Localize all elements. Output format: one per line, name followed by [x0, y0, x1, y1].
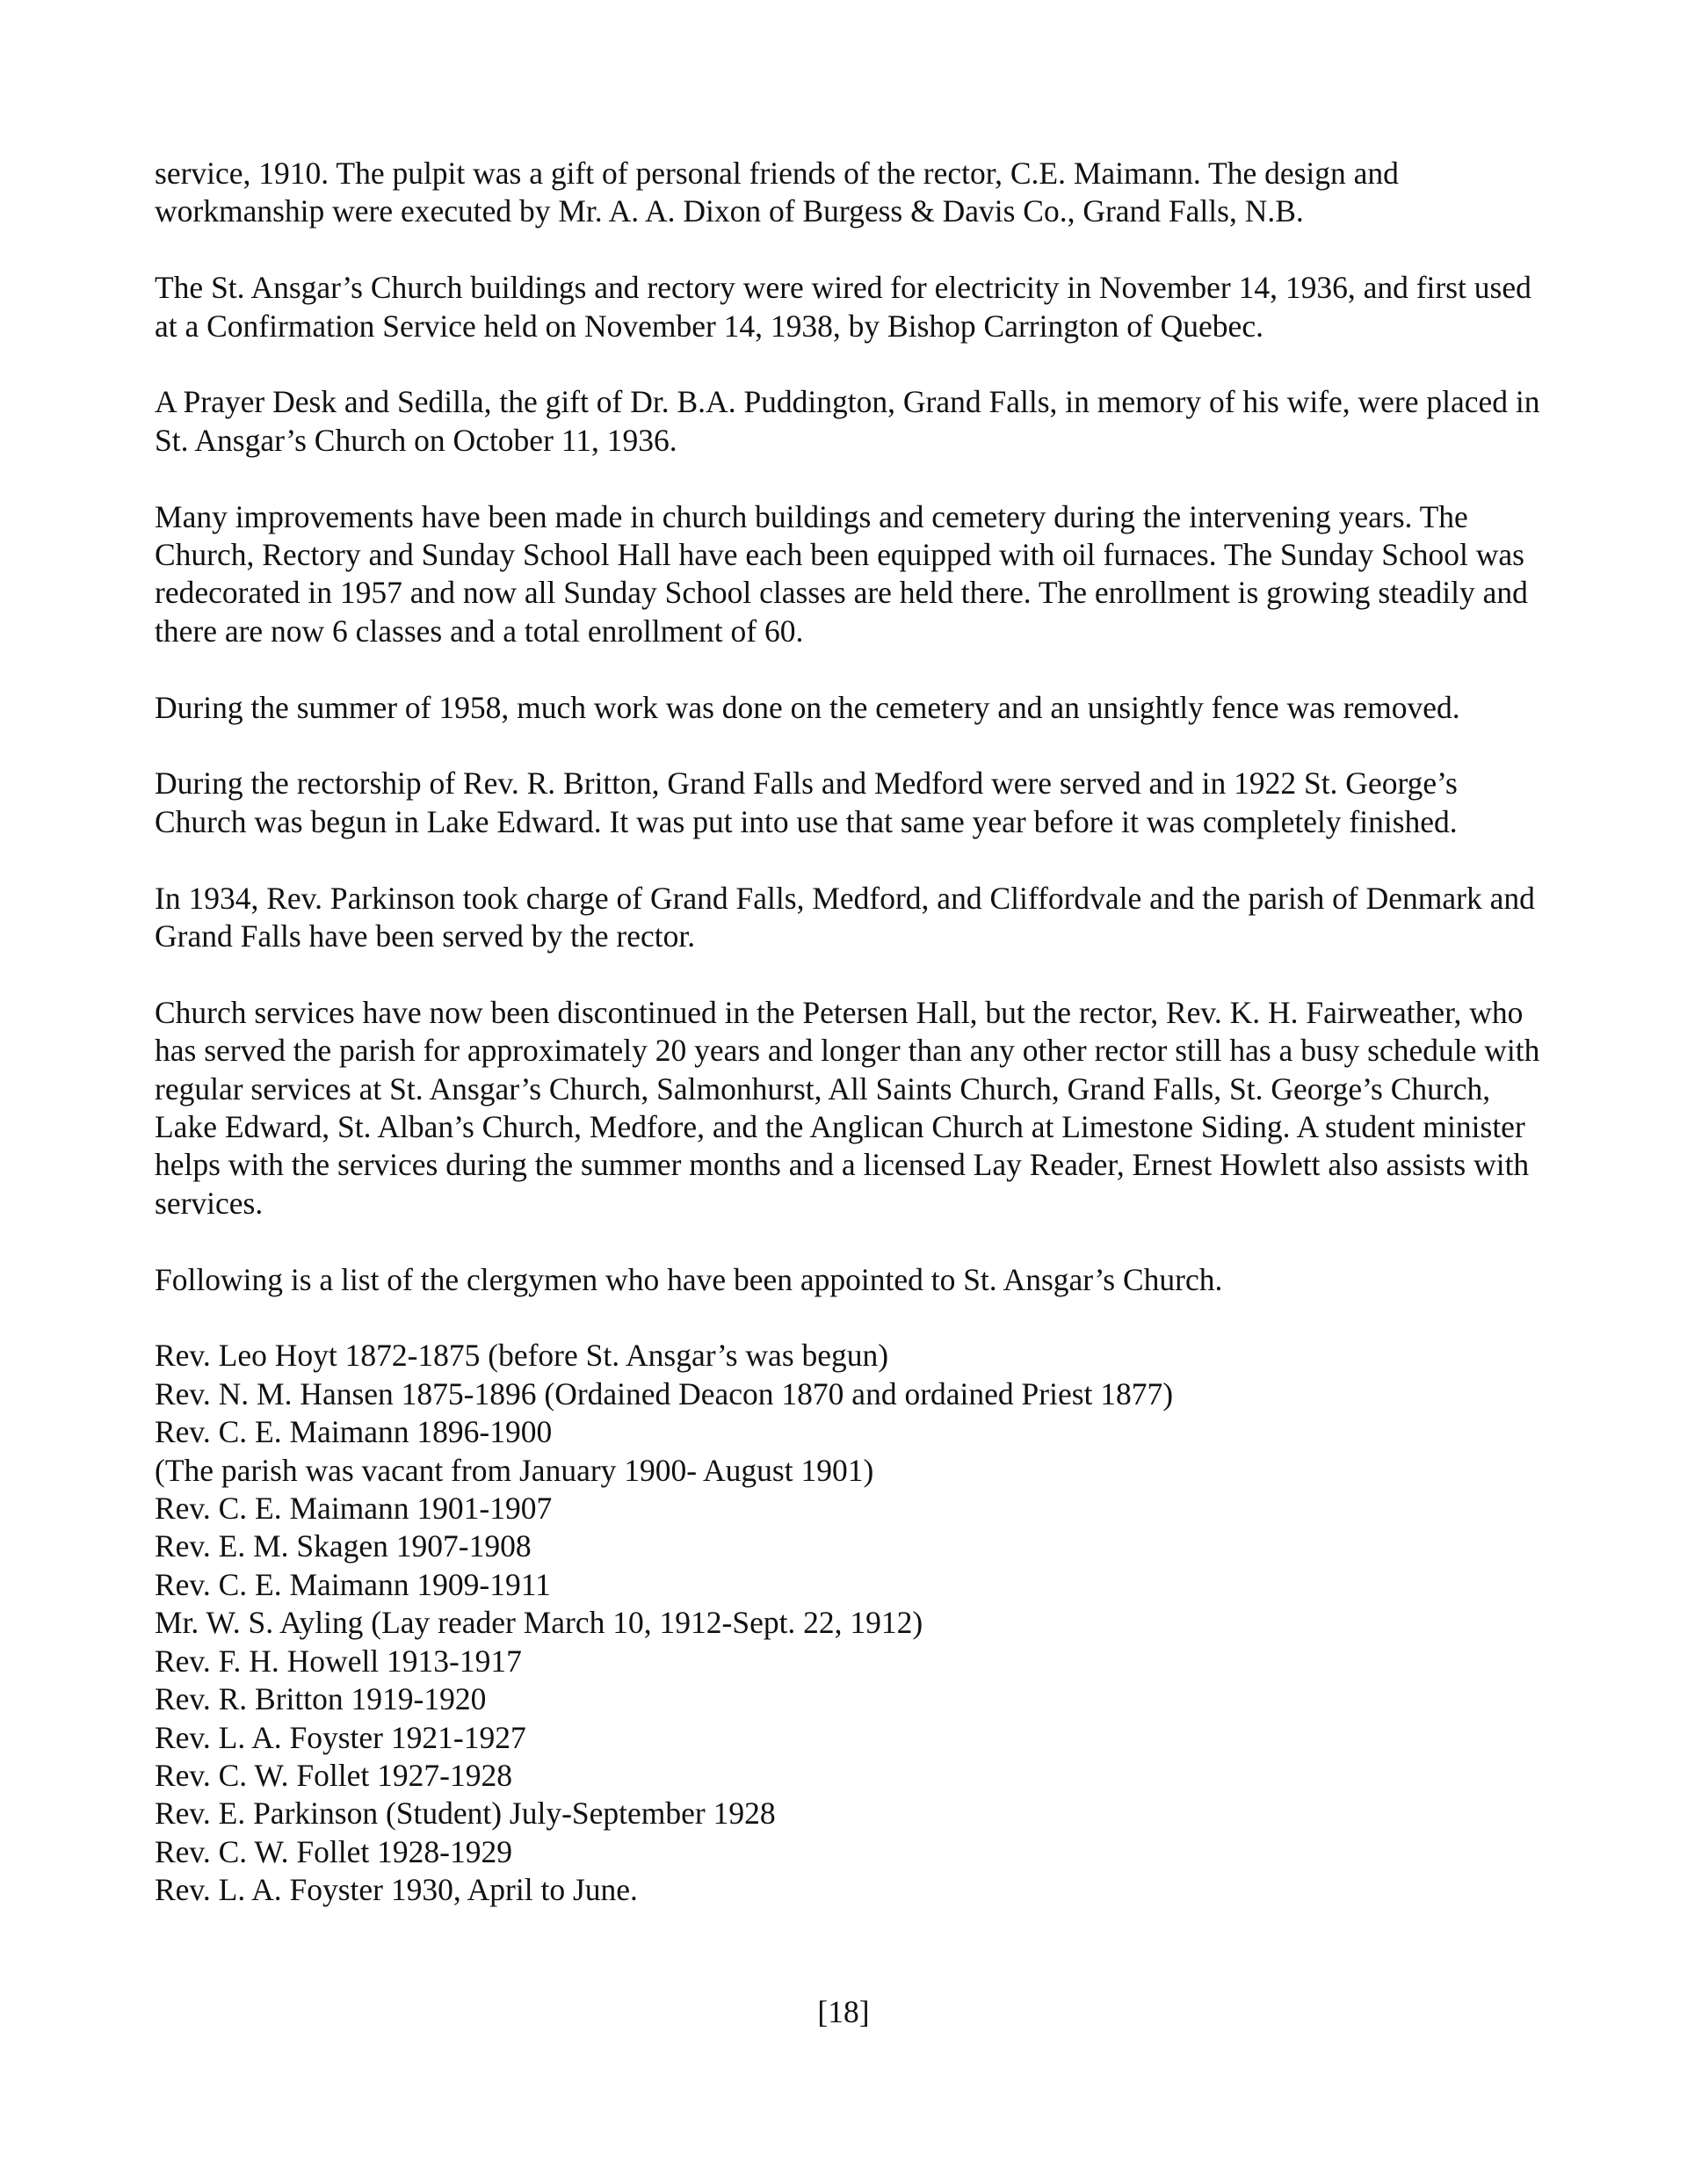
paragraph: A Prayer Desk and Sedilla, the gift of Dr. B.A. Puddington, Grand Falls, in memory of his wife, were placed in St. Ansgar’s Church on October 11, 1936. — [155, 384, 1540, 458]
list-item: Rev. R. Britton 1919-1920 — [155, 1681, 487, 1717]
list-item: Rev. C. E. Maimann 1896-1900 — [155, 1414, 553, 1450]
list-item: Rev. C. W. Follet 1928-1929 — [155, 1833, 512, 1869]
list-item: Rev. N. M. Hansen 1875-1896 (Ordained Deacon 1870 and ordained Priest 1877) — [155, 1375, 1174, 1411]
list-item: Rev. C. E. Maimann 1901-1907 — [155, 1491, 553, 1527]
paragraph: During the rectorship of Rev. R. Britton, Grand Falls and Medford were served and in 1922 St. George’s Church was begun in Lake Edward. It was put into use that same year before it was completely finished. — [155, 765, 1458, 839]
list-item: Rev. Leo Hoyt 1872-1875 (before St. Ansgar’s was begun) — [155, 1338, 889, 1374]
list-item: Rev. L. A. Foyster 1930, April to June. — [155, 1872, 638, 1908]
clergy-list — [155, 1337, 1543, 1909]
list-item: Rev. E. M. Skagen 1907-1908 — [155, 1528, 532, 1564]
list-item: (The parish was vacant from January 1900- August 1901) — [155, 1452, 874, 1488]
clergy-list-intro: Following is a list of the clergymen who have been appointed to St. Ansgar’s Church. — [155, 1261, 1223, 1297]
list-item: Mr. W. S. Ayling (Lay reader March 10, 1912-Sept. 22, 1912) — [155, 1605, 923, 1641]
page-number: [18] — [817, 1994, 870, 2029]
list-item: Rev. E. Parkinson (Student) July-September 1928 — [155, 1796, 776, 1832]
list-item: Rev. C. E. Maimann 1909-1911 — [155, 1566, 551, 1602]
page-body — [155, 155, 1543, 1910]
list-item: Rev. F. H. Howell 1913-1917 — [155, 1643, 522, 1679]
paragraph: In 1934, Rev. Parkinson took charge of Grand Falls, Medford, and Cliffordvale and the parish of Denmark and Grand Falls have been served by the rector. — [155, 880, 1535, 954]
list-item: Rev. C. W. Follet 1927-1928 — [155, 1757, 512, 1793]
paragraph: Church services have now been discontinued in the Petersen Hall, but the rector, Rev. K. H. Fairweather, who has served the parish for approximately 20 years and longer than any other rector still has a busy schedule with regular services at St. Ansgar’s Church, Salmonhurst, All Saints Church, Grand Falls, St. George’s Church, Lake Edward, St. Alban’s Church, Medfore, and the Anglican Church at Limestone Siding. A student minister helps with the services during the summer months and a licensed Lay Reader, Ernest Howlett also assists with services. — [155, 994, 1540, 1221]
paragraph: During the summer of 1958, much work was done on the cemetery and an unsightly fence was removed. — [155, 689, 1460, 725]
paragraph: The St. Ansgar’s Church buildings and rectory were wired for electricity in November 14, 1936, and first used at a Confirmation Service held on November 14, 1938, by Bishop Carrington of Quebec. — [155, 270, 1531, 344]
list-item: Rev. L. A. Foyster 1921-1927 — [155, 1719, 526, 1755]
paragraph: Many improvements have been made in church buildings and cemetery during the intervening years. The Church, Rectory and Sunday School Hall have each been equipped with oil furnaces. The Sunday School was redecorated in 1957 and now all Sunday School classes are held there. The enrollment is growing steadily and there are now 6 classes and a total enrollment of 60. — [155, 498, 1528, 649]
paragraph: service, 1910. The pulpit was a gift of personal friends of the rector, C.E. Maimann. The design and workmanship were executed by Mr. A. A. Dixon of Burgess & Davis Co., Grand Falls, N.B. — [155, 156, 1399, 229]
